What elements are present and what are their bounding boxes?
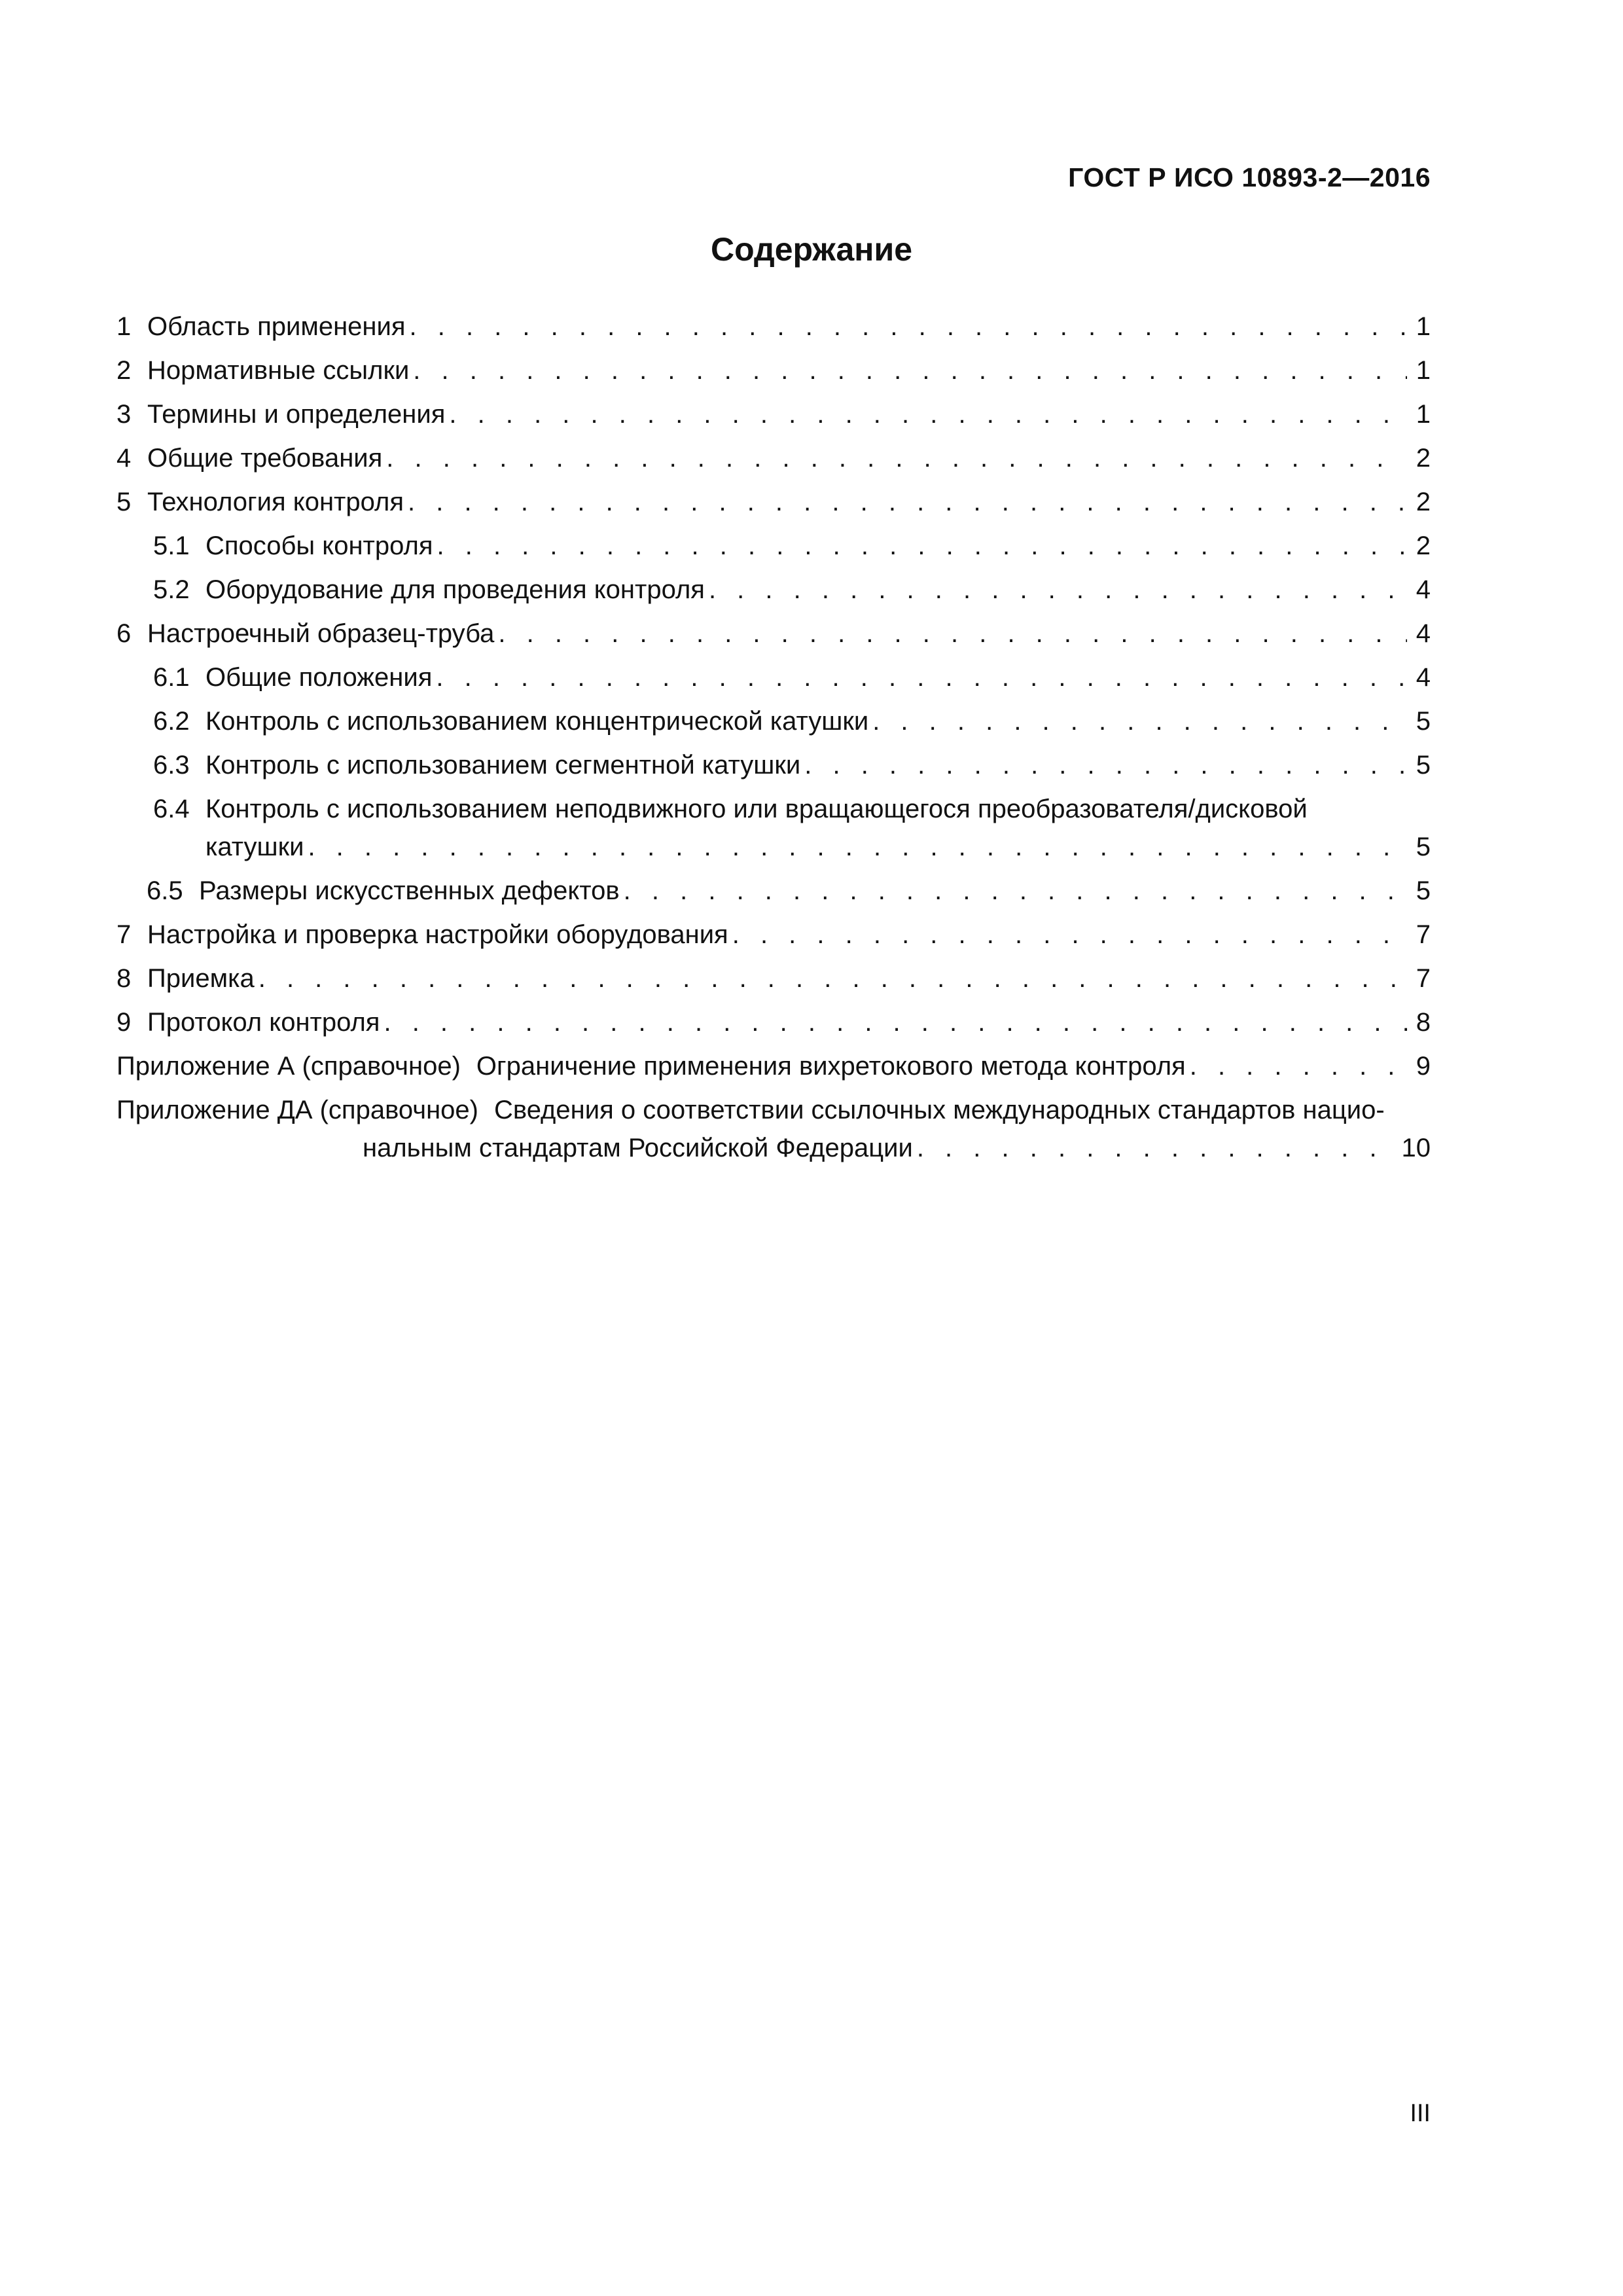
toc-entry-page: 2 bbox=[1416, 444, 1431, 473]
dot-leader bbox=[1190, 1047, 1407, 1085]
toc-entry-title: Настроечный образец-труба bbox=[147, 619, 495, 648]
dot-leader bbox=[498, 615, 1407, 653]
toc-entry-9[interactable] bbox=[116, 1003, 1431, 1041]
toc-entry-page: 7 bbox=[1416, 920, 1431, 949]
toc-entry-number: 9 bbox=[116, 1008, 132, 1037]
toc-entry-number: 5.2 bbox=[153, 575, 190, 604]
dot-leader bbox=[624, 872, 1407, 910]
toc-entry-number: 6 bbox=[116, 619, 132, 648]
toc-entry-5-1[interactable] bbox=[116, 527, 1431, 565]
toc-entry-5[interactable] bbox=[116, 483, 1431, 521]
toc-entry-title-continued: нальным стандартам Российской Федерации bbox=[363, 1134, 913, 1162]
toc-entry-3[interactable] bbox=[116, 395, 1431, 433]
toc-entry-number: 4 bbox=[116, 444, 132, 473]
toc-entry-number: 3 bbox=[116, 400, 132, 429]
toc-entry-6[interactable] bbox=[116, 615, 1431, 653]
toc-entry-title: Сведения о соответствии ссылочных международных стандартов нацио- bbox=[494, 1096, 1385, 1124]
page-number: III bbox=[1410, 2100, 1431, 2127]
toc-appendix-label: Приложение А (справочное) bbox=[116, 1052, 461, 1081]
toc-entry-title: Контроль с использованием неподвижного или вращающегося преобразователя/дисковой bbox=[205, 795, 1308, 823]
toc-entry-4[interactable] bbox=[116, 439, 1431, 477]
toc-entry-title: Приемка bbox=[147, 964, 255, 993]
toc-entry-6-4[interactable] bbox=[116, 790, 1431, 866]
toc-entry-page: 2 bbox=[1416, 488, 1431, 516]
toc-entry-number: 6.3 bbox=[153, 751, 190, 780]
dot-leader bbox=[872, 702, 1407, 740]
toc-entry-page: 1 bbox=[1416, 356, 1431, 385]
toc-appendix-label: Приложение ДА (справочное) bbox=[116, 1096, 478, 1124]
toc-entry-6-1[interactable] bbox=[116, 658, 1431, 696]
toc-entry-number: 5.1 bbox=[153, 531, 190, 560]
dot-leader bbox=[449, 395, 1407, 433]
toc-entry-title: Ограничение применения вихретокового метода контроля bbox=[476, 1052, 1186, 1081]
dot-leader bbox=[413, 351, 1407, 389]
dot-leader bbox=[709, 571, 1407, 609]
dot-leader bbox=[259, 960, 1407, 997]
toc-entry-5-2[interactable] bbox=[116, 571, 1431, 609]
dot-leader bbox=[917, 1129, 1394, 1167]
dot-leader bbox=[437, 527, 1407, 565]
toc-entry-title: Способы контроля bbox=[205, 531, 433, 560]
toc-entry-page: 4 bbox=[1416, 663, 1431, 692]
toc-entry-appendix-a[interactable] bbox=[116, 1047, 1431, 1085]
toc-entry-6-2[interactable] bbox=[116, 702, 1431, 740]
dot-leader bbox=[436, 658, 1407, 696]
toc-entry-page: 1 bbox=[1416, 400, 1431, 429]
toc-entry-page: 4 bbox=[1416, 619, 1431, 648]
toc-entry-page: 9 bbox=[1416, 1052, 1431, 1081]
toc-title: Содержание bbox=[710, 231, 913, 268]
dot-leader bbox=[732, 916, 1407, 954]
toc-entry-1[interactable] bbox=[116, 308, 1431, 346]
toc-entry-page: 5 bbox=[1416, 707, 1431, 736]
toc-entry-page: 7 bbox=[1416, 964, 1431, 993]
dot-leader bbox=[410, 308, 1407, 346]
document-code: ГОСТ Р ИСО 10893-2—2016 bbox=[1068, 162, 1431, 192]
dot-leader bbox=[804, 746, 1407, 784]
toc-entry-appendix-da[interactable] bbox=[116, 1091, 1431, 1167]
toc-entry-title: Область применения bbox=[147, 312, 406, 341]
toc-entry-page: 5 bbox=[1416, 876, 1431, 905]
dot-leader bbox=[408, 483, 1407, 521]
toc-entry-number: 6.2 bbox=[153, 707, 190, 736]
toc-entry-8[interactable] bbox=[116, 960, 1431, 997]
toc-entry-number: 5 bbox=[116, 488, 132, 516]
dot-leader bbox=[386, 439, 1407, 477]
toc-entry-number: 2 bbox=[116, 356, 132, 385]
toc-entry-2[interactable] bbox=[116, 351, 1431, 389]
toc-entry-title: Общие требования bbox=[147, 444, 383, 473]
toc-entry-title: Протокол контроля bbox=[147, 1008, 380, 1037]
toc-entry-number: 6.5 bbox=[147, 876, 183, 905]
toc-entry-title: Контроль с использованием сегментной катушки bbox=[205, 751, 801, 780]
toc-entry-page: 8 bbox=[1416, 1008, 1431, 1037]
toc-entry-title: Настройка и проверка настройки оборудования bbox=[147, 920, 728, 949]
dot-leader bbox=[383, 1003, 1407, 1041]
toc-entry-number: 8 bbox=[116, 964, 132, 993]
toc-entry-number: 7 bbox=[116, 920, 132, 949]
toc-entry-6-3[interactable] bbox=[116, 746, 1431, 784]
table-of-contents bbox=[116, 308, 1431, 1173]
dot-leader bbox=[308, 828, 1407, 866]
toc-entry-7[interactable] bbox=[116, 916, 1431, 954]
toc-entry-page: 10 bbox=[1401, 1134, 1431, 1162]
toc-entry-title: Нормативные ссылки bbox=[147, 356, 410, 385]
toc-entry-title: Размеры искусственных дефектов bbox=[199, 876, 620, 905]
toc-entry-page: 2 bbox=[1416, 531, 1431, 560]
toc-entry-page: 4 bbox=[1416, 575, 1431, 604]
toc-entry-title-continued: катушки bbox=[205, 833, 304, 861]
toc-entry-page: 5 bbox=[1416, 751, 1431, 780]
toc-entry-page: 1 bbox=[1416, 312, 1431, 341]
toc-entry-page: 5 bbox=[1416, 833, 1431, 861]
toc-entry-6-5[interactable] bbox=[116, 872, 1431, 910]
toc-entry-number: 1 bbox=[116, 312, 132, 341]
toc-entry-title: Контроль с использованием концентрической катушки bbox=[205, 707, 869, 736]
toc-entry-title: Термины и определения bbox=[147, 400, 446, 429]
toc-entry-number: 6.1 bbox=[153, 663, 190, 692]
toc-entry-title: Общие положения bbox=[205, 663, 433, 692]
toc-entry-number: 6.4 bbox=[153, 795, 190, 823]
toc-entry-title: Оборудование для проведения контроля bbox=[205, 575, 705, 604]
toc-entry-title: Технология контроля bbox=[147, 488, 404, 516]
